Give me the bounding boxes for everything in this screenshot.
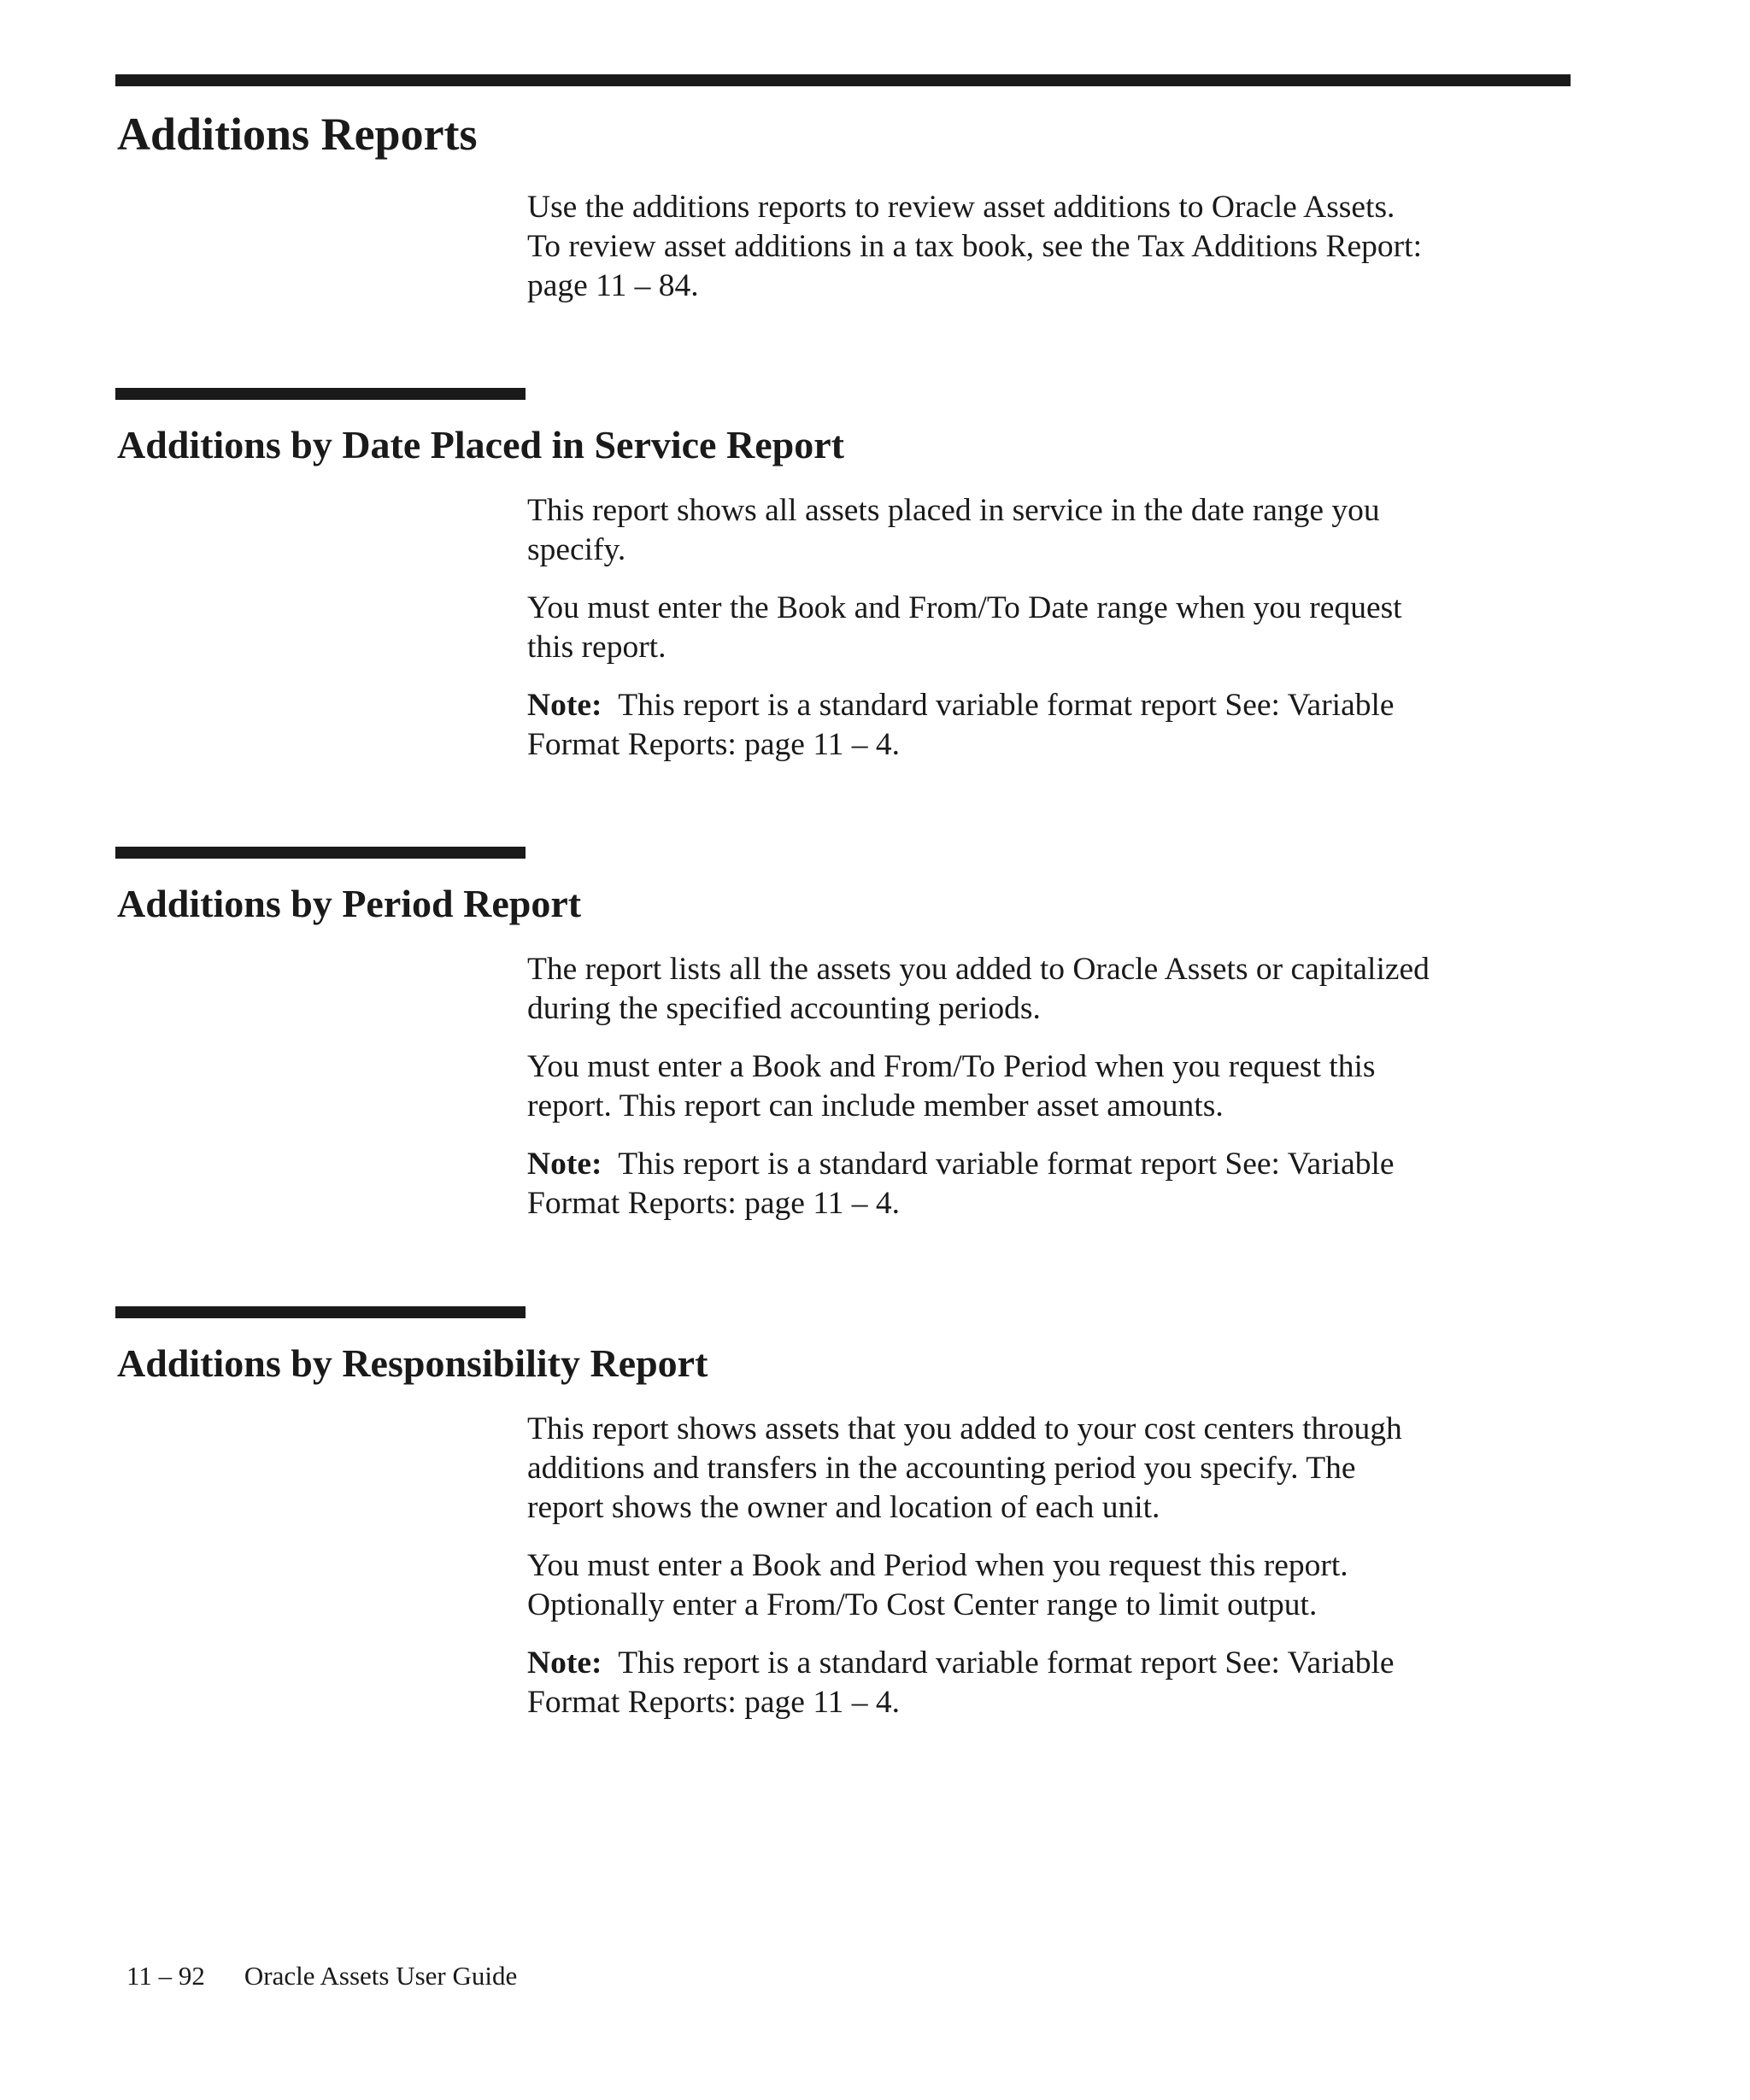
intro-paragraph: Use the additions reports to review asset additions to Oracle Assets. To review asset additions in a tax book, see the Tax Additions Report: page 11 – 84. bbox=[527, 190, 1422, 303]
section-body bbox=[527, 1410, 1578, 1722]
page-title: Additions Reports bbox=[117, 109, 478, 160]
note-paragraph: Note: This report is a standard variable format report See: Variable Format Reports: page 11 – 4. bbox=[527, 1645, 1395, 1720]
intro-block bbox=[527, 188, 1578, 306]
section-rule bbox=[115, 847, 526, 859]
section-rule bbox=[115, 1306, 526, 1318]
note-label: Note: bbox=[527, 1645, 602, 1681]
section-heading: Additions by Date Placed in Service Report bbox=[117, 423, 844, 466]
title-rule bbox=[115, 74, 1571, 86]
section-paragraph: The report lists all the assets you added to Oracle Assets or capitalized during the specified accounting periods. bbox=[527, 952, 1430, 1026]
note-paragraph: Note: This report is a standard variable format report See: Variable Format Reports: page 11 – 4. bbox=[527, 1147, 1395, 1221]
section-body bbox=[527, 950, 1578, 1223]
note-label: Note: bbox=[527, 1147, 602, 1182]
section-paragraph: This report shows all assets placed in service in the date range you specify. bbox=[527, 493, 1380, 567]
section-body bbox=[527, 491, 1578, 765]
section-rule bbox=[115, 388, 526, 400]
section-heading: Additions by Responsibility Report bbox=[117, 1341, 708, 1385]
section-paragraph: You must enter the Book and From/To Date range when you request this report. bbox=[527, 590, 1402, 665]
note-label: Note: bbox=[527, 688, 602, 723]
section-heading: Additions by Period Report bbox=[117, 882, 582, 925]
page-footer bbox=[126, 1959, 517, 1993]
section-paragraph: You must enter a Book and Period when you request this report. Optionally enter a From/To Cost Center range to limit output. bbox=[527, 1548, 1348, 1622]
note-paragraph: Note: This report is a standard variable format report See: Variable Format Reports: page 11 – 4. bbox=[527, 688, 1395, 762]
section-paragraph: This report shows assets that you added to your cost centers through additions and transfers in the accounting period you specify. The report shows the owner and location of each unit. bbox=[527, 1411, 1402, 1525]
section-paragraph: You must enter a Book and From/To Period when you request this report. This report can include member asset amounts. bbox=[527, 1049, 1376, 1123]
footer-book-title: Oracle Assets User Guide bbox=[244, 1961, 518, 1991]
footer-page-number: 11 – 92 bbox=[126, 1961, 205, 1991]
